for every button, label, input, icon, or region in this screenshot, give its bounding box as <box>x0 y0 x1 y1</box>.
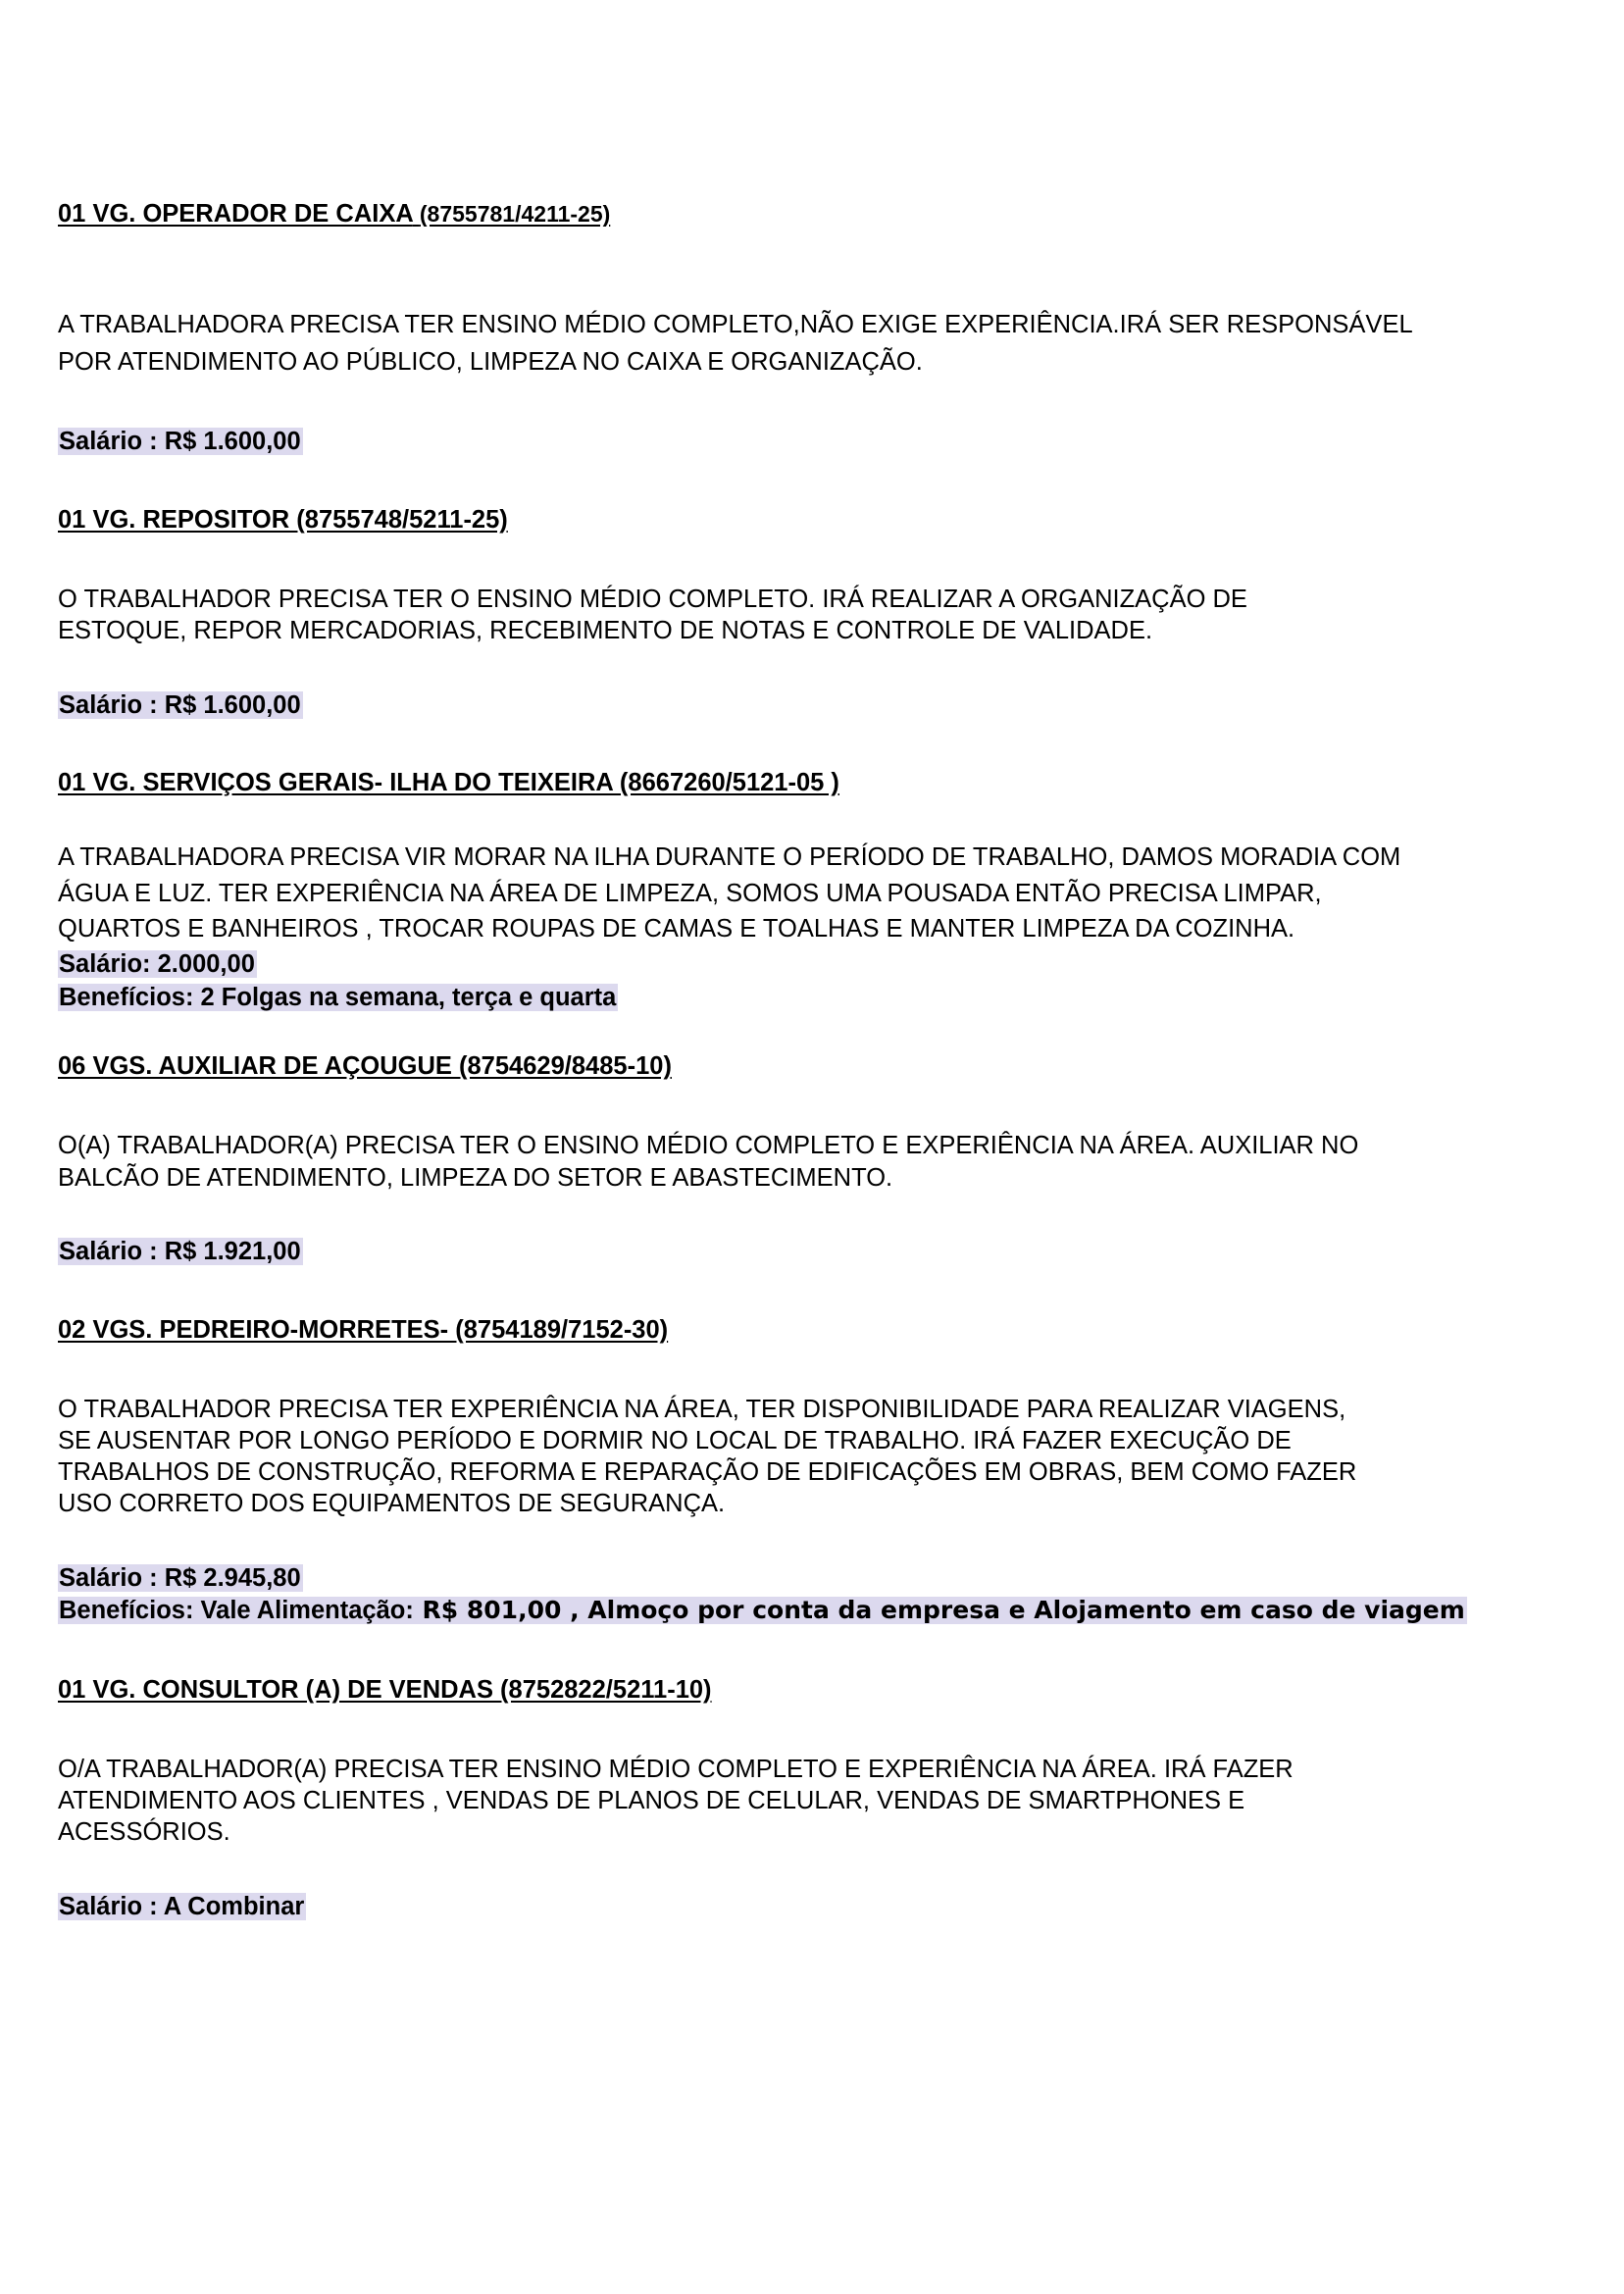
job-description-line: QUARTOS E BANHEIROS , TROCAR ROUPAS DE CAMAS E TOALHAS E MANTER LIMPEZA DA COZINHA. <box>58 915 1295 943</box>
job-description-line: SE AUSENTAR POR LONGO PERÍODO E DORMIR NO LOCAL DE TRABALHO. IRÁ FAZER EXECUÇÃO DE <box>58 1427 1292 1454</box>
job-description-line: BALCÃO DE ATENDIMENTO, LIMPEZA DO SETOR E ABASTECIMENTO. <box>58 1164 893 1192</box>
job-description-line: A TRABALHADORA PRECISA TER ENSINO MÉDIO COMPLETO,NÃO EXIGE EXPERIÊNCIA.IRÁ SER RESPONSÁVEL <box>58 311 1413 338</box>
job-description-line: TRABALHOS DE CONSTRUÇÃO, REFORMA E REPARAÇÃO DE EDIFICAÇÕES EM OBRAS, BEM COMO FAZER <box>58 1458 1357 1486</box>
job-description-line: O/A TRABALHADOR(A) PRECISA TER ENSINO MÉDIO COMPLETO E EXPERIÊNCIA NA ÁREA. IRÁ FAZER <box>58 1756 1294 1783</box>
job-title: 06 VGS. AUXILIAR DE AÇOUGUE (8754629/8485-10) <box>58 1052 672 1080</box>
benefits-label-text: Benefícios: Vale Alimentação: <box>59 1597 414 1624</box>
job-title: 01 VG. OPERADOR DE CAIXA (8755781/4211-25) <box>58 200 611 228</box>
job-description-line: ÁGUA E LUZ. TER EXPERIÊNCIA NA ÁREA DE LIMPEZA, SOMOS UMA POUSADA ENTÃO PRECISA LIMPAR, <box>58 880 1322 907</box>
job-title: 01 VG. REPOSITOR (8755748/5211-25) <box>58 506 508 534</box>
salary-label: Salário : R$ 1.600,00 <box>59 428 301 455</box>
job-description-line: ESTOQUE, REPOR MERCADORIAS, RECEBIMENTO DE NOTAS E CONTROLE DE VALIDADE. <box>58 617 1153 644</box>
job-description-line: ATENDIMENTO AOS CLIENTES , VENDAS DE PLANOS DE CELULAR, VENDAS DE SMARTPHONES E <box>58 1787 1245 1814</box>
job-code: (8755781/4211-25) <box>419 201 611 227</box>
job-description-line: O TRABALHADOR PRECISA TER EXPERIÊNCIA NA ÁREA, TER DISPONIBILIDADE PARA REALIZAR VIAGENS, <box>58 1396 1346 1423</box>
benefits-value: R$ 801,00 , Almoço por conta da empresa e Alojamento em caso de viagem <box>413 1596 1465 1624</box>
salary-label: Salário : R$ 2.945,80 <box>59 1564 301 1592</box>
job-description-line: O TRABALHADOR PRECISA TER O ENSINO MÉDIO COMPLETO. IRÁ REALIZAR A ORGANIZAÇÃO DE <box>58 586 1247 613</box>
job-description-line: POR ATENDIMENTO AO PÚBLICO, LIMPEZA NO CAIXA E ORGANIZAÇÃO. <box>58 348 923 376</box>
salary-label: Salário : R$ 1.921,00 <box>59 1238 301 1265</box>
job-title: 01 VG. SERVIÇOS GERAIS- ILHA DO TEIXEIRA (8667260/5121-05 ) <box>58 769 839 796</box>
job-title: 02 VGS. PEDREIRO-MORRETES- (8754189/7152-30) <box>58 1316 669 1344</box>
benefits-label: Benefícios: 2 Folgas na semana, terça e quarta <box>59 984 617 1011</box>
job-description-line: USO CORRETO DOS EQUIPAMENTOS DE SEGURANÇA. <box>58 1490 726 1517</box>
benefits-label <box>58 1597 1467 1624</box>
job-description-line: O(A) TRABALHADOR(A) PRECISA TER O ENSINO MÉDIO COMPLETO E EXPERIÊNCIA NA ÁREA. AUXILIAR NO <box>58 1132 1359 1159</box>
salary-label: Salário: 2.000,00 <box>59 950 255 978</box>
salary-label: Salário : A Combinar <box>59 1893 305 1920</box>
job-description-line: ACESSÓRIOS. <box>58 1818 230 1846</box>
salary-label: Salário : R$ 1.600,00 <box>59 691 301 719</box>
job-description-line: A TRABALHADORA PRECISA VIR MORAR NA ILHA DURANTE O PERÍODO DE TRABALHO, DAMOS MORADIA COM <box>58 843 1401 871</box>
job-title: 01 VG. CONSULTOR (A) DE VENDAS (8752822/5211-10) <box>58 1676 712 1704</box>
